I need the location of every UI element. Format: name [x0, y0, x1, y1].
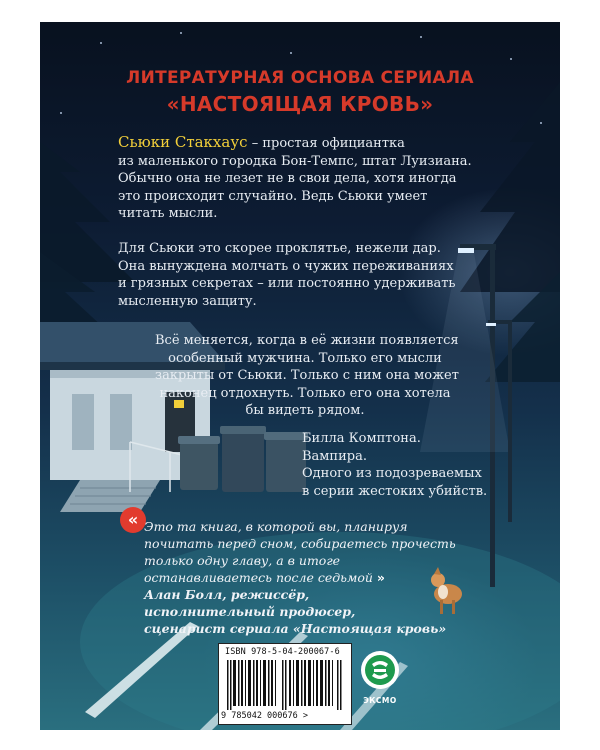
isbn-text: ISBN 978-5-04-200067-6	[225, 647, 340, 657]
quote-close-icon: »	[376, 570, 385, 585]
quote-author-role: исполнительный продюсер,	[144, 604, 356, 619]
book-back-cover	[40, 22, 560, 730]
star	[290, 52, 292, 54]
paragraph-line: Билла Комптона.	[302, 431, 421, 446]
synopsis-paragraph-3	[155, 332, 459, 420]
barcode-number: 9 785042 000676 >	[221, 711, 308, 721]
quote-line: только одну главу, а в итоге	[144, 553, 341, 568]
publisher-name: ЭКСМО	[363, 696, 397, 705]
paragraph-line: Вампира.	[302, 448, 367, 464]
paragraph-line: Обычно она не лезет не в свои дела, хотя иногда	[118, 171, 457, 186]
review-quote	[144, 518, 456, 637]
paragraph-line: Она вынуждена молчать о чужих переживаниях	[118, 258, 454, 274]
publisher-logo	[356, 650, 404, 705]
quote-author-role: сценарист сериала «Настоящая кровь»	[144, 621, 447, 636]
quote-line: Это та книга, в которой вы, планируя	[144, 519, 408, 534]
isbn-barcode	[218, 643, 352, 725]
paragraph-line: мысленную защиту.	[118, 293, 257, 309]
paragraph-line: Одного из подозреваемых	[302, 466, 482, 481]
synopsis-paragraph-4	[302, 430, 487, 500]
paragraph-line: Всё меняется, когда в её жизни появляется	[155, 333, 459, 348]
paragraph-text: – простая официантка	[247, 136, 405, 151]
synopsis-paragraph-2	[118, 240, 455, 310]
series-title-line-2: «НАСТОЯЩАЯ КРОВЬ»	[166, 92, 434, 116]
series-title-line-1: ЛИТЕРАТУРНАЯ ОСНОВА СЕРИАЛА	[126, 68, 474, 88]
quote-text: останавливаетесь после седьмой	[144, 570, 373, 585]
quote-open-icon: «	[120, 507, 146, 533]
star	[180, 32, 182, 34]
paragraph-line: из маленького городка Бон-Темпс, штат Луизиана.	[118, 153, 472, 169]
paragraph-line: Для Сьюки это скорее проклятье, нежели дар.	[118, 241, 441, 256]
eksmo-logo-icon	[360, 650, 400, 690]
quote-line: почитать перед сном, собираетесь прочесть	[144, 536, 456, 551]
synopsis-paragraph-1	[118, 134, 472, 223]
paragraph-line: особенный мужчина. Только его мысли	[168, 350, 442, 366]
star	[420, 36, 422, 38]
quote-author: Алан Болл, режиссёр,	[144, 587, 310, 602]
star	[540, 122, 542, 124]
paragraph-line: закрыты от Сьюки. Только с ним она может	[155, 368, 459, 383]
paragraph-line	[118, 134, 472, 153]
character-name-highlight: Сьюки Стакхаус	[118, 133, 248, 151]
star	[510, 58, 512, 60]
paragraph-line: читать мысли.	[118, 206, 218, 221]
paragraph-line: и грязных секретах – или постоянно удерживать	[118, 276, 456, 291]
quote-line	[144, 569, 456, 586]
barcode-bars	[227, 660, 343, 710]
paragraph-line: в серии жестоких убийств.	[302, 483, 488, 499]
paragraph-line: наконец отдохнуть. Только его она хотела	[159, 385, 451, 401]
paragraph-line: бы видеть рядом.	[245, 403, 365, 418]
star	[100, 42, 102, 44]
paragraph-line: это происходит случайно. Ведь Сьюки умеет	[118, 188, 428, 204]
